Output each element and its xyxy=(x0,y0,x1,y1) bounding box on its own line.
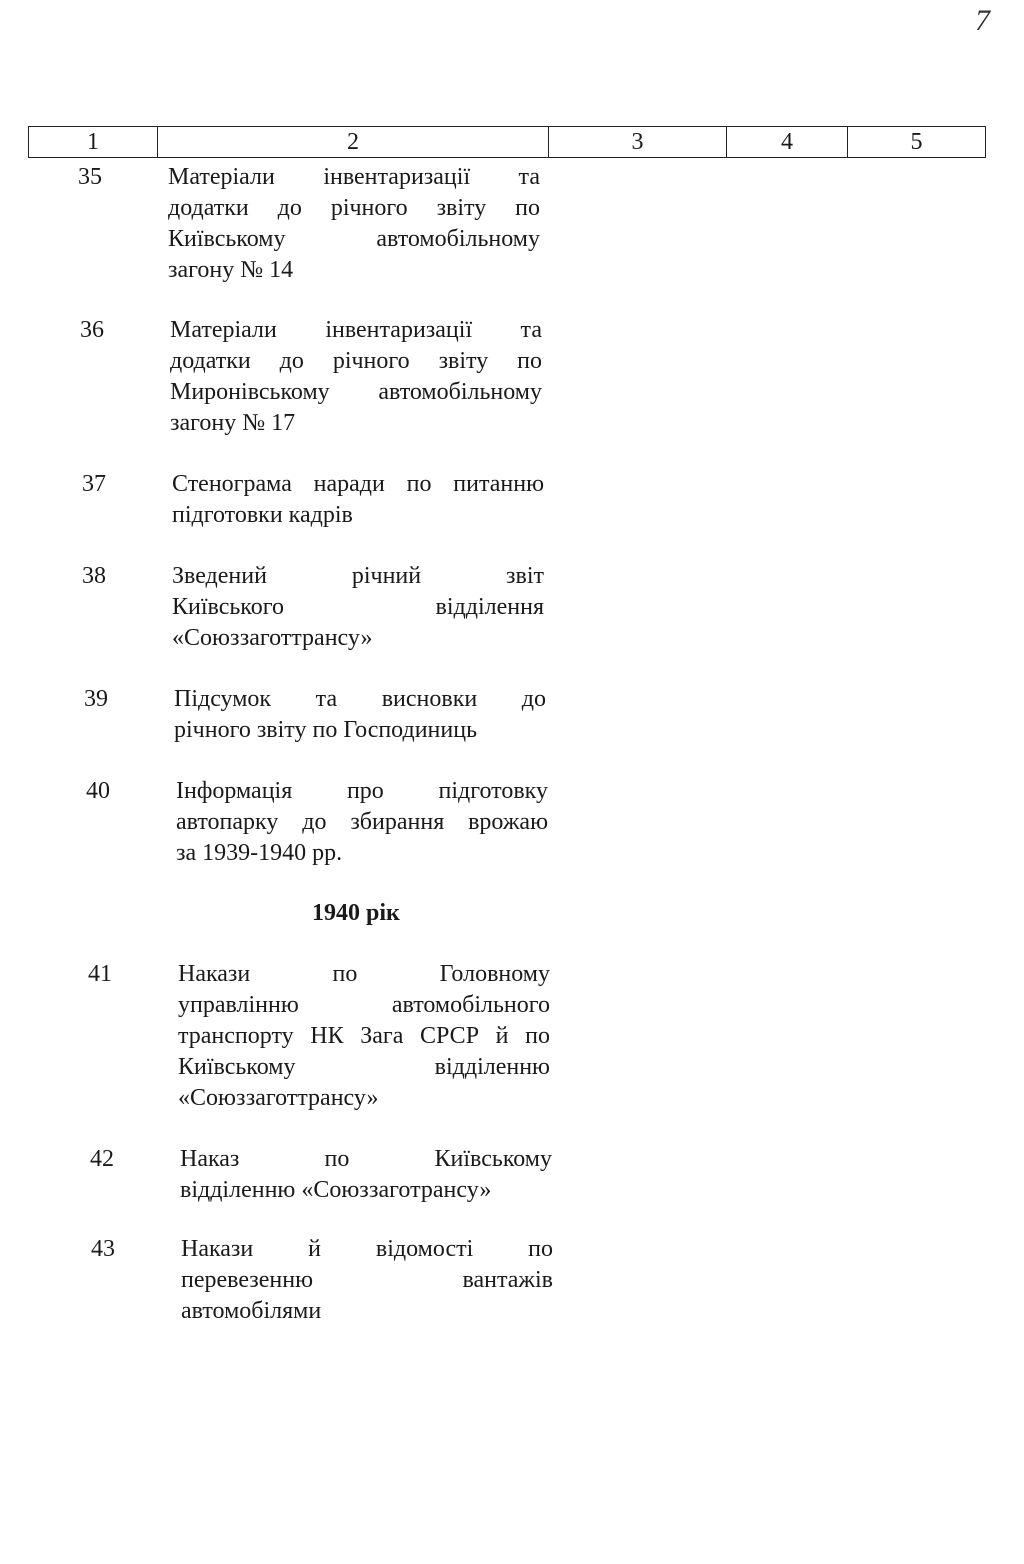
column-header-3: 3 xyxy=(549,127,727,158)
entry-title-line: Київському відділенню xyxy=(178,1054,550,1080)
entry-title-line: Накази по Головному xyxy=(178,961,550,987)
entry-number: 35 xyxy=(78,164,102,190)
entry-number: 37 xyxy=(82,471,106,497)
entry-title-line: підготовки кадрів xyxy=(172,502,353,528)
column-header-table xyxy=(28,126,986,158)
entry-title xyxy=(170,315,542,439)
entry-title-line: автомобілями xyxy=(181,1298,322,1324)
entry-title-line: перевезенню вантажів xyxy=(181,1267,553,1293)
entry-title-line: Київського відділення xyxy=(172,594,544,620)
entry-title-line: відділенню «Союззаготрансу» xyxy=(180,1177,492,1203)
entry-title-line: автопарку до збирання врожаю xyxy=(176,809,548,835)
entry-title xyxy=(180,1144,552,1206)
entry-title-line: Стенограма наради по питанню xyxy=(172,471,544,497)
column-header-1: 1 xyxy=(29,127,158,158)
entry-number: 43 xyxy=(91,1236,115,1262)
column-header-4: 4 xyxy=(727,127,848,158)
entry-title xyxy=(168,162,540,286)
entry-title-line: додатки до річного звіту по xyxy=(170,348,542,374)
entry-title-line: «Союззаготтрансу» xyxy=(172,625,373,651)
entry-title xyxy=(172,561,544,654)
year-heading: 1940 рік xyxy=(312,900,400,926)
entry-title-line: Інформація про підготовку xyxy=(176,778,548,804)
entry-number: 41 xyxy=(88,961,112,987)
entry-title xyxy=(172,469,544,531)
entry-title-line: річного звіту по Господиниць xyxy=(174,717,478,743)
entry-title-line: Матеріали інвентаризації та xyxy=(168,164,540,190)
entry-title xyxy=(181,1234,553,1327)
entry-number: 36 xyxy=(80,317,104,343)
entry-title xyxy=(176,776,548,869)
entry-title xyxy=(174,684,546,746)
entry-title-line: Наказ по Київському xyxy=(180,1146,552,1172)
entry-title xyxy=(178,959,550,1114)
entry-title-line: загону № 14 xyxy=(168,257,294,283)
column-header-2: 2 xyxy=(158,127,549,158)
entry-title-line: додатки до річного звіту по xyxy=(168,195,540,221)
entry-number: 38 xyxy=(82,563,106,589)
entry-title-line: Миронівському автомобільному xyxy=(170,379,542,405)
entry-title-line: Підсумок та висновки до xyxy=(174,686,546,712)
entry-number: 39 xyxy=(84,686,108,712)
entry-title-line: транспорту НК Зага СРСР й по xyxy=(178,1023,550,1049)
column-header-5: 5 xyxy=(848,127,986,158)
entry-title-line: Київському автомобільному xyxy=(168,226,540,252)
entry-title-line: управлінню автомобільного xyxy=(178,992,550,1018)
entry-title-line: загону № 17 xyxy=(170,410,296,436)
entry-title-line: Накази й відомості по xyxy=(181,1236,553,1262)
page-number: 7 xyxy=(975,4,990,37)
entry-title-line: Матеріали інвентаризації та xyxy=(170,317,542,343)
entry-title-line: за 1939-1940 рр. xyxy=(176,840,343,866)
entry-number: 42 xyxy=(90,1146,114,1172)
entry-title-line: Зведений річний звіт xyxy=(172,563,544,589)
entry-title-line: «Союззаготтрансу» xyxy=(178,1085,379,1111)
entry-number: 40 xyxy=(86,778,110,804)
